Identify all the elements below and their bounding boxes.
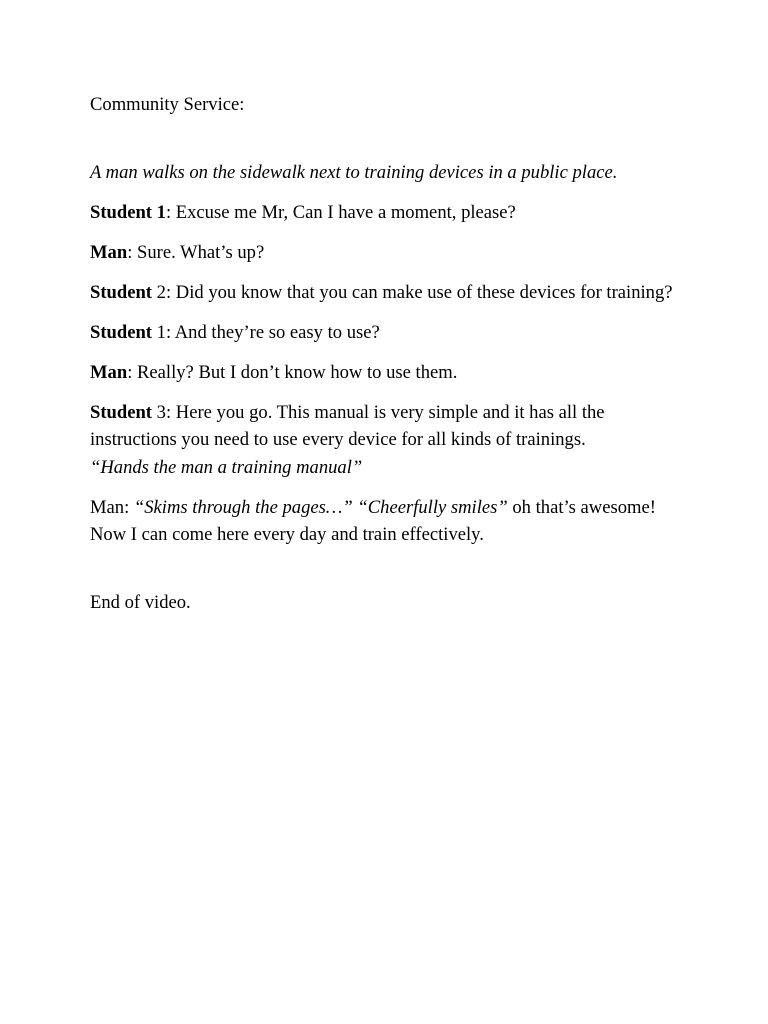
spacer — [90, 561, 680, 589]
stage-action: “Hands the man a training manual” — [90, 456, 363, 478]
dialogue-text: : Here you go. This manual is very simple and it has all the instructions you need to use every device for all kinds of trainings. — [90, 401, 605, 450]
dialogue-line-man — [90, 239, 680, 267]
speaker-name: Man: — [90, 496, 134, 518]
dialogue-text: : Sure. What’s up? — [127, 241, 265, 263]
speaker-name: Student — [90, 321, 153, 343]
speaker-name: Student — [90, 401, 153, 423]
stage-action: “Cheerfully smiles” — [357, 496, 508, 518]
ending-text: End of video. — [90, 591, 191, 613]
dialogue-text: : Really? But I don’t know how to use them. — [127, 361, 458, 383]
dialogue-line-student-1b — [90, 319, 680, 347]
dialogue-line-student-2 — [90, 279, 680, 307]
document-page — [90, 91, 680, 629]
stage-direction: A man walks on the sidewalk next to training devices in a public place. — [90, 161, 618, 183]
stage-action: “Skims through the pages…” — [133, 496, 353, 518]
speaker-name: Student 1 — [90, 201, 166, 223]
dialogue-text: : Did you know that you can make use of these devices for training? — [165, 281, 673, 303]
dialogue-text: oh that’s awesome! Now I can come here every day and train effectively. — [90, 496, 656, 545]
speaker-name: Student — [90, 281, 153, 303]
speaker-number: 2 — [152, 281, 166, 303]
speaker-number: 1 — [152, 321, 166, 343]
document-title: Community Service: — [90, 94, 245, 115]
dialogue-line-man-final — [90, 494, 680, 549]
dialogue-line-man-2 — [90, 359, 680, 387]
dialogue-text: : Excuse me Mr, Can I have a moment, please? — [165, 201, 516, 223]
dialogue-line-student-1 — [90, 199, 680, 227]
speaker-name: Man — [90, 241, 128, 263]
speaker-name: Man — [90, 361, 128, 383]
speaker-number: 3 — [152, 401, 166, 423]
dialogue-text: : And they’re so easy to use? — [165, 321, 380, 343]
dialogue-line-student-3 — [90, 399, 680, 482]
spacer — [90, 131, 680, 159]
